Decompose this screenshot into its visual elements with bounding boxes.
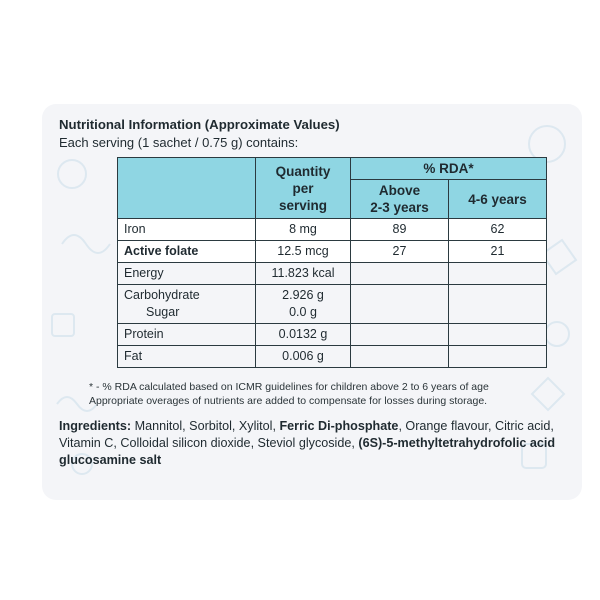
- nutrient-name-sub: Sugar: [146, 305, 180, 319]
- nutrient-name-main: Carbohydrate: [124, 288, 200, 302]
- footnote-rda: * - % RDA calculated based on ICMR guidelines for children above 2 to 6 years of age: [89, 381, 489, 393]
- table-row: [118, 241, 547, 263]
- rda-above-2-3: [351, 263, 449, 285]
- ingredient-ferric: Ferric Di-phosphate: [279, 419, 399, 433]
- nutrient-name: Energy: [118, 263, 256, 285]
- table-header-row: [118, 158, 547, 180]
- nutrition-label-card: [42, 104, 582, 500]
- header-rda: % RDA*: [351, 158, 547, 180]
- header-above-2-3: [351, 180, 449, 219]
- header-quantity-line3: serving: [278, 197, 328, 213]
- header-nutrient: [118, 158, 256, 219]
- header-quantity-line2: per: [292, 180, 314, 196]
- ingredients-part1: Mannitol, Sorbitol, Xylitol,: [131, 419, 280, 433]
- nutrient-quantity-main: 2.926 g: [282, 288, 324, 302]
- nutrient-name: Protein: [118, 324, 256, 346]
- rda-4-6: [449, 324, 547, 346]
- rda-4-6: [449, 263, 547, 285]
- header-above-line1: Above: [378, 183, 421, 198]
- nutrient-quantity: 0.0132 g: [256, 324, 351, 346]
- rda-above-2-3: [351, 346, 449, 368]
- nutrient-name: [118, 285, 256, 324]
- nutrient-name: Active folate: [118, 241, 256, 263]
- nutrient-quantity: 12.5 mcg: [256, 241, 351, 263]
- serving-info: Each serving (1 sachet / 0.75 g) contains:: [59, 135, 299, 150]
- footnotes: [89, 380, 559, 408]
- nutrient-name: Iron: [118, 219, 256, 241]
- rda-above-2-3: [351, 285, 449, 324]
- nutrient-name: Fat: [118, 346, 256, 368]
- ingredients-text: [59, 418, 559, 469]
- footnote-overages: Appropriate overages of nutrients are added to compensate for losses during storage.: [89, 395, 488, 407]
- label-content: [59, 116, 559, 469]
- nutrition-table: [117, 157, 547, 368]
- header-above-line2: 2-3 years: [370, 200, 429, 215]
- header-quantity: [256, 158, 351, 219]
- table-row: [118, 346, 547, 368]
- label-heading: Nutritional Information (Approximate Values): [59, 117, 340, 132]
- rda-4-6: 62: [449, 219, 547, 241]
- table-row: [118, 219, 547, 241]
- rda-above-2-3: 27: [351, 241, 449, 263]
- ingredients-label: Ingredients:: [59, 419, 132, 433]
- nutrient-quantity: 0.006 g: [256, 346, 351, 368]
- header-quantity-line1: Quantity: [275, 163, 331, 179]
- nutrient-quantity: 11.823 kcal: [256, 263, 351, 285]
- ingredient-folate-salt: (6S)-5-methyltetrahydrofolic acid glucosamine salt: [59, 436, 556, 467]
- rda-4-6: 21: [449, 241, 547, 263]
- table-row: [118, 263, 547, 285]
- rda-4-6: [449, 285, 547, 324]
- rda-above-2-3: [351, 324, 449, 346]
- header-4-6: 4-6 years: [449, 180, 547, 219]
- rda-above-2-3: 89: [351, 219, 449, 241]
- table-row: [118, 285, 547, 324]
- ingredients-part2: , Orange flavour, Citric acid, Vitamin C, Colloidal silicon dioxide, Steviol glycoside,: [59, 419, 554, 450]
- nutrient-quantity-sub: 0.0 g: [289, 305, 317, 319]
- rda-4-6: [449, 346, 547, 368]
- nutrient-quantity: 8 mg: [256, 219, 351, 241]
- nutrient-quantity: [256, 285, 351, 324]
- table-row: [118, 324, 547, 346]
